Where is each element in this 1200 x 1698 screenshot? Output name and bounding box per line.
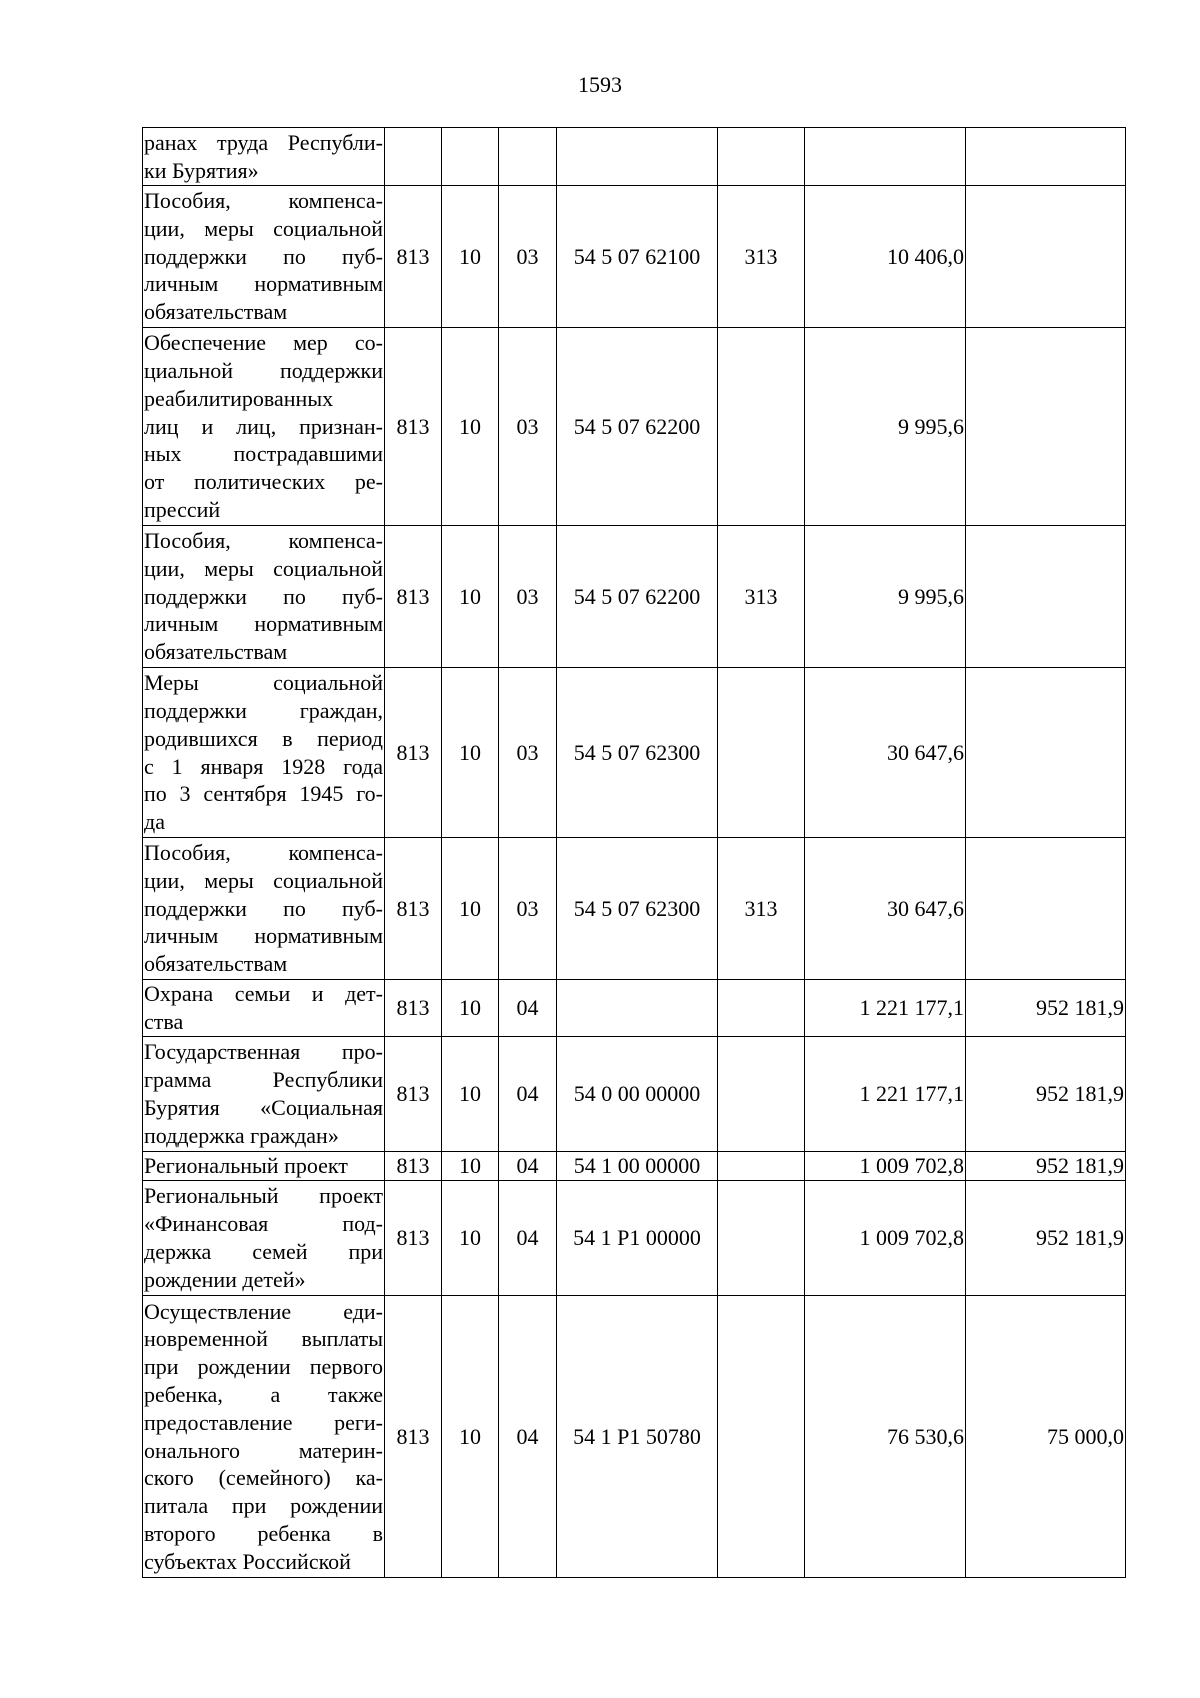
target-article-cell: 54 0 00 00000 (557, 1037, 718, 1152)
row-name-cell (143, 526, 385, 668)
row-name-cell (143, 1296, 385, 1578)
row-name-line: личным нормативным (144, 923, 383, 949)
amount-cell: 9 995,6 (805, 328, 966, 526)
section-code-cell: 10 (442, 838, 499, 980)
amount-cell: 30 647,6 (805, 838, 966, 980)
row-name-cell (143, 1181, 385, 1296)
section-code-cell: 10 (442, 1037, 499, 1152)
gr-code-cell: 813 (385, 328, 442, 526)
gr-code-cell: 813 (385, 1181, 442, 1296)
amount-cell: 9 995,6 (805, 526, 966, 668)
expense-type-cell (718, 980, 805, 1037)
amount-cell: 76 530,6 (805, 1296, 966, 1578)
section-code-cell: 10 (442, 1152, 499, 1181)
row-name-line: лиц и лиц, признан- (144, 413, 383, 439)
subsection-code-cell: 04 (499, 1296, 557, 1578)
row-name-line: предоставление реги- (144, 1409, 383, 1435)
row-name-cell (143, 1152, 385, 1181)
expense-type-cell (718, 1152, 805, 1181)
federal-amount-cell (966, 668, 1126, 838)
gr-code-cell: 813 (385, 668, 442, 838)
subsection-code-cell: 03 (499, 328, 557, 526)
section-code-cell: 10 (442, 186, 499, 328)
row-name-line: ского (семейного) ка- (144, 1465, 383, 1491)
target-article-cell: 54 5 07 62200 (557, 328, 718, 526)
row-name-line: прессий (144, 496, 221, 522)
row-name-line: ства (144, 1009, 184, 1034)
expense-type-cell (718, 668, 805, 838)
row-name-line: поддержка граждан» (144, 1122, 339, 1148)
federal-amount-cell: 75 000,0 (966, 1296, 1126, 1578)
expense-type-cell (718, 128, 805, 186)
subsection-code-cell: 03 (499, 668, 557, 838)
row-name-line: Меры социальной (144, 670, 383, 696)
row-name-line: второго ребенка в (144, 1520, 383, 1546)
row-name-line: новременной выплаты (144, 1326, 383, 1352)
row-name-line: держка семей при (144, 1239, 383, 1264)
row-name-line: «Финансовая под- (144, 1211, 383, 1237)
row-name-line: с 1 января 1928 года (144, 753, 383, 779)
target-article-cell (557, 128, 718, 186)
row-name-line: обязательствам (144, 951, 288, 977)
gr-code-cell: 813 (385, 1152, 442, 1181)
section-code-cell: 10 (442, 668, 499, 838)
row-name-line: питала при рождении (144, 1493, 383, 1519)
row-name-line: Бурятия «Социальная (144, 1095, 383, 1120)
federal-amount-cell (966, 328, 1126, 526)
expense-type-cell (718, 1296, 805, 1578)
row-name-line: ки Бурятия» (144, 157, 259, 183)
row-name-line: ных пострадавшими (144, 441, 383, 467)
federal-amount-cell: 952 181,9 (966, 1181, 1126, 1296)
subsection-code-cell: 04 (499, 1037, 557, 1152)
table-row (143, 668, 1126, 838)
table-row (143, 526, 1126, 668)
target-article-cell: 54 5 07 62300 (557, 668, 718, 838)
subsection-code-cell: 03 (499, 838, 557, 980)
table-body (143, 128, 1126, 1578)
row-name-cell (143, 186, 385, 328)
row-name-line: ции, меры социальной (144, 215, 383, 241)
target-article-cell: 54 5 07 62200 (557, 526, 718, 668)
row-name-line: циальной поддержки (144, 358, 383, 383)
gr-code-cell: 813 (385, 1037, 442, 1152)
row-name-line: ранах труда Республи- (144, 129, 383, 155)
row-name-line: обязательствам (144, 299, 288, 325)
row-name-cell (143, 328, 385, 526)
row-name-line: реабилитированных (144, 385, 334, 411)
budget-table (142, 127, 1126, 1578)
gr-code-cell: 813 (385, 838, 442, 980)
target-article-cell: 54 1 P1 50780 (557, 1296, 718, 1578)
subsection-code-cell: 04 (499, 980, 557, 1037)
row-name-line: личным нормативным (144, 611, 383, 637)
row-name-line: Пособия, компенса- (144, 188, 383, 213)
row-name-line: Обеспечение мер со- (144, 330, 383, 356)
row-name-line: Охрана семьи и дет- (144, 981, 383, 1007)
amount-cell: 1 221 177,1 (805, 980, 966, 1037)
federal-amount-cell (966, 838, 1126, 980)
expense-type-cell: 313 (718, 526, 805, 668)
row-name-cell (143, 980, 385, 1037)
amount-cell (805, 128, 966, 186)
expense-type-cell (718, 1037, 805, 1152)
row-name-line: Пособия, компенса- (144, 528, 383, 553)
target-article-cell: 54 1 P1 00000 (557, 1181, 718, 1296)
row-name-line: поддержки по пуб- (144, 243, 383, 269)
target-article-cell: 54 1 00 00000 (557, 1152, 718, 1181)
table-row (143, 328, 1126, 526)
federal-amount-cell (966, 128, 1126, 186)
gr-code-cell (385, 128, 442, 186)
row-name-line: по 3 сентября 1945 го- (144, 781, 383, 807)
expense-type-cell (718, 1181, 805, 1296)
expense-type-cell (718, 328, 805, 526)
row-name-line: от политических ре- (144, 469, 383, 495)
row-name-cell (143, 1037, 385, 1152)
row-name-line: поддержки граждан, (144, 697, 383, 723)
table-row (143, 1152, 1126, 1181)
row-name-line: Пособия, компенса- (144, 840, 383, 865)
amount-cell: 1 009 702,8 (805, 1152, 966, 1181)
section-code-cell: 10 (442, 526, 499, 668)
target-article-cell: 54 5 07 62300 (557, 838, 718, 980)
row-name-cell (143, 668, 385, 838)
target-article-cell (557, 980, 718, 1037)
federal-amount-cell: 952 181,9 (966, 1037, 1126, 1152)
row-name-line: Государственная про- (144, 1039, 383, 1065)
gr-code-cell: 813 (385, 980, 442, 1037)
row-name-line: Региональный проект (144, 1153, 348, 1179)
expense-type-cell: 313 (718, 838, 805, 980)
amount-cell: 1 221 177,1 (805, 1037, 966, 1152)
federal-amount-cell (966, 526, 1126, 668)
row-name-line: поддержки по пуб- (144, 895, 383, 921)
row-name-line: ции, меры социальной (144, 867, 383, 893)
row-name-cell (143, 128, 385, 186)
row-name-line: родившихся в период (144, 725, 383, 751)
table-row (143, 838, 1126, 980)
row-name-line: при рождении первого (144, 1354, 383, 1380)
subsection-code-cell: 04 (499, 1181, 557, 1296)
row-name-line: онального материн- (144, 1437, 383, 1463)
table-row (143, 1181, 1126, 1296)
table-row (143, 1037, 1126, 1152)
row-name-line: ребенка, а также (144, 1381, 383, 1407)
expense-type-cell: 313 (718, 186, 805, 328)
section-code-cell: 10 (442, 1296, 499, 1578)
subsection-code-cell: 03 (499, 186, 557, 328)
gr-code-cell: 813 (385, 186, 442, 328)
row-name-line: ции, меры социальной (144, 555, 383, 581)
amount-cell: 1 009 702,8 (805, 1181, 966, 1296)
table-row (143, 186, 1126, 328)
section-code-cell: 10 (442, 1181, 499, 1296)
row-name-line: субъектах Российской (144, 1548, 351, 1574)
row-name-line: Региональный проект (144, 1183, 383, 1209)
section-code-cell (442, 128, 499, 186)
row-name-line: поддержки по пуб- (144, 583, 383, 609)
row-name-line: рождении детей» (144, 1266, 306, 1292)
amount-cell: 10 406,0 (805, 186, 966, 328)
target-article-cell: 54 5 07 62100 (557, 186, 718, 328)
section-code-cell: 10 (442, 980, 499, 1037)
row-name-line: да (144, 809, 165, 835)
gr-code-cell: 813 (385, 526, 442, 668)
federal-amount-cell: 952 181,9 (966, 980, 1126, 1037)
page-number: 1593 (578, 72, 622, 97)
row-name-line: Осуществление еди- (144, 1298, 383, 1324)
row-name-line: личным нормативным (144, 271, 383, 297)
federal-amount-cell (966, 186, 1126, 328)
subsection-code-cell: 04 (499, 1152, 557, 1181)
subsection-code-cell (499, 128, 557, 186)
gr-code-cell: 813 (385, 1296, 442, 1578)
row-name-line: грамма Республики (144, 1067, 383, 1093)
federal-amount-cell: 952 181,9 (966, 1152, 1126, 1181)
section-code-cell: 10 (442, 328, 499, 526)
row-name-cell (143, 838, 385, 980)
amount-cell: 30 647,6 (805, 668, 966, 838)
table-row (143, 1296, 1126, 1578)
row-name-line: обязательствам (144, 639, 288, 665)
table-row (143, 128, 1126, 186)
table-row (143, 980, 1126, 1037)
subsection-code-cell: 03 (499, 526, 557, 668)
